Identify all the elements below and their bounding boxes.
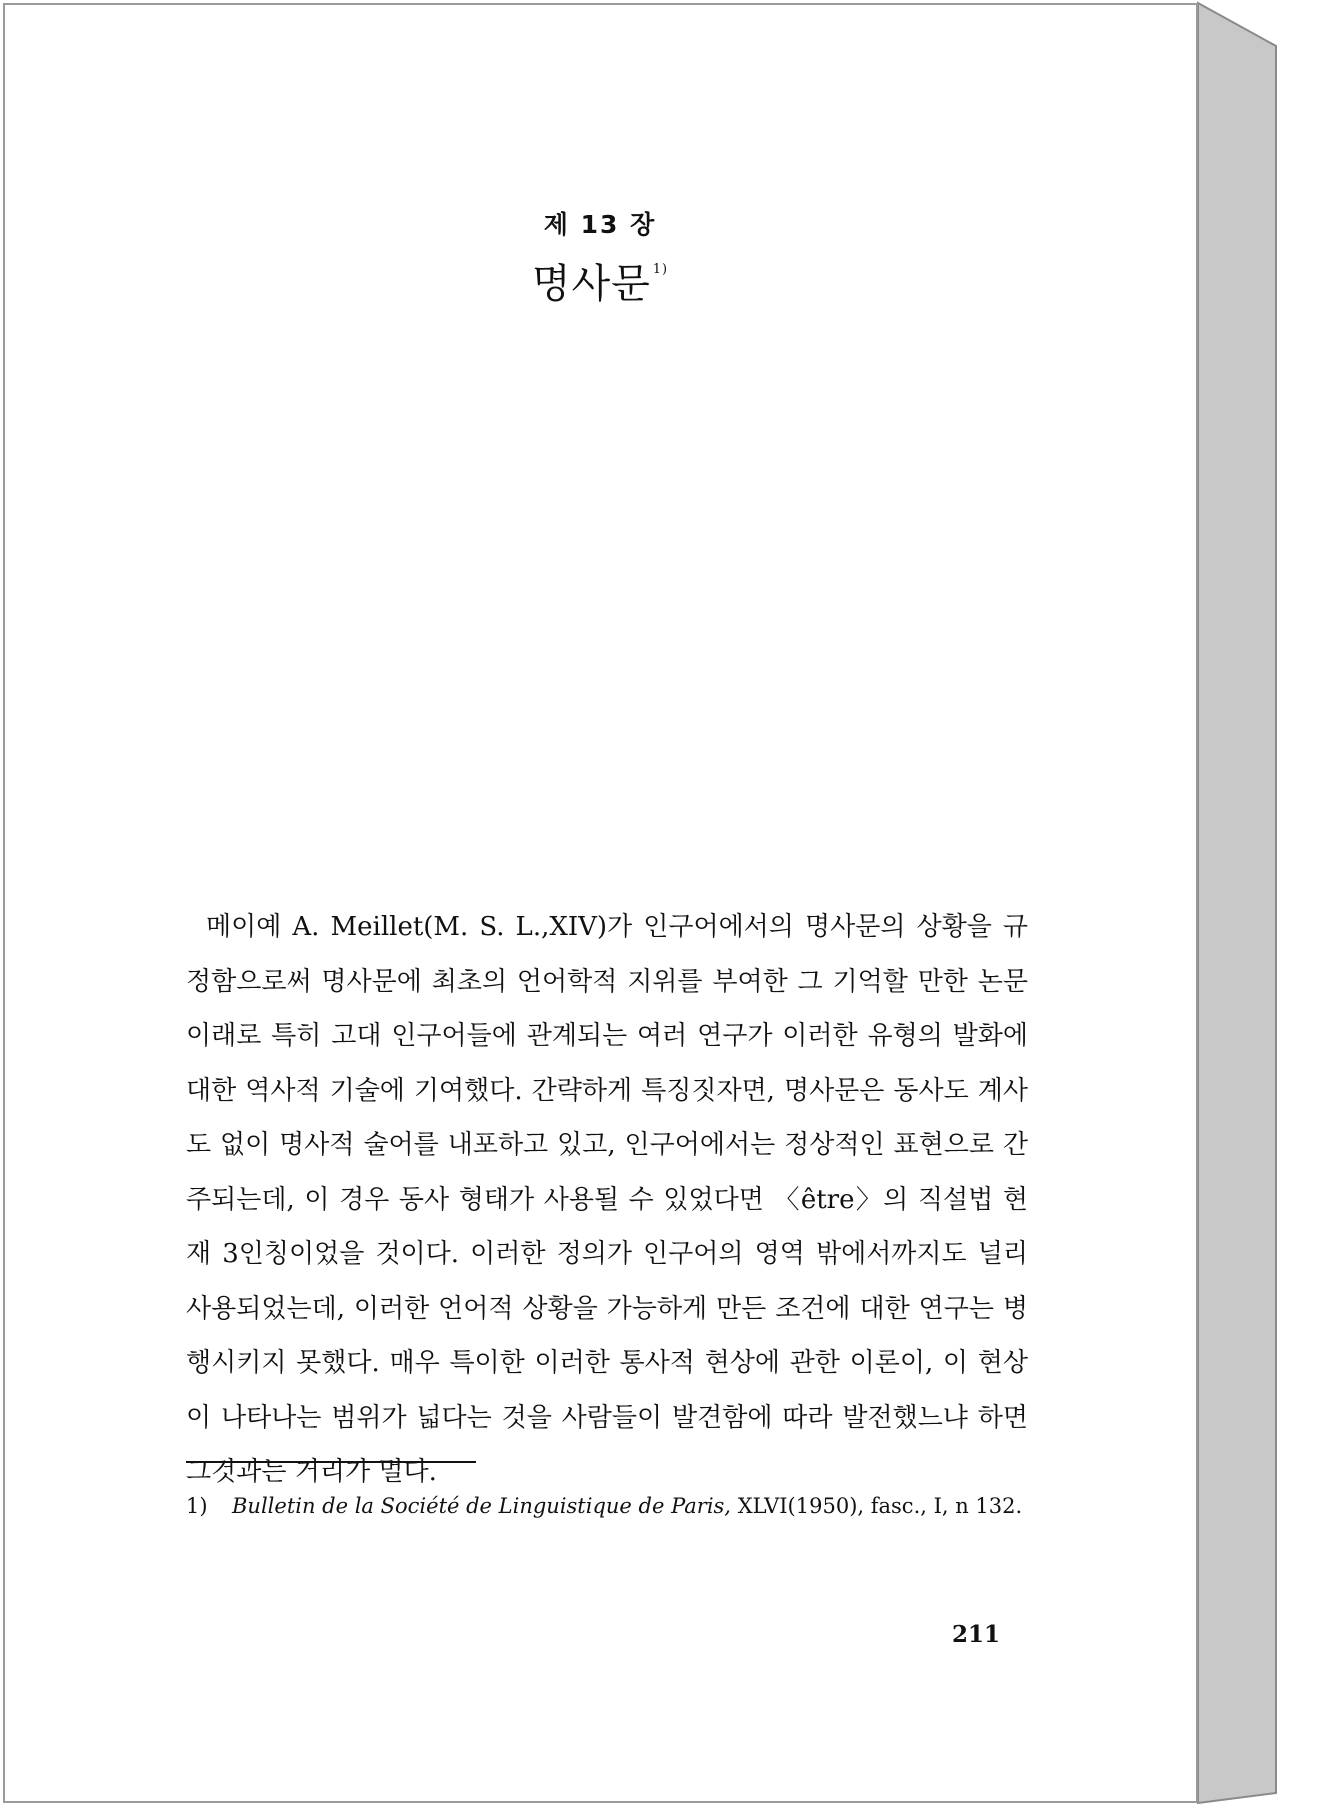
chapter-title: 명사문 xyxy=(531,261,651,307)
footnote-details: XLVI(1950), fasc., I, n 132. xyxy=(737,1494,1023,1518)
footnote-number: 1) xyxy=(186,1494,208,1518)
chapter-number: 제 13 장 xyxy=(543,210,657,239)
footnote-source-title: Bulletin de la Société de Linguistique de Paris, xyxy=(232,1494,731,1518)
body-paragraph: 메이예 A. Meillet(M. S. L.,XIV)가 인구어에서의 명사문의 상황을 규정함으로써 명사문에 최초의 언어학적 지위를 부여한 그 기억할 만한 논문 이래로 특히 고대 인구어들에 관계되는 여러 연구가 이러한 유형의 발화에 대한 역사적 기술에 기여했다. 간략하게 특징짓자면, 명사문은 동사도 계사도 없이 명사적 술어를 내포하고 있고, 인구어에서는 정상적인 표현으로 간주되는데, 이 경우 동사 형태가 사용될 수 있었다면 〈être〉의 직설법 현재 3인칭이었을 것이다. 이러한 정의가 인구어의 영역 밖에서까지도 널리 사용되었는데, 이러한 언어적 상황을 가능하게 만든 조건에 대한 연구는 병행시키지 못했다. 매우 특이한 이러한 통사적 현상에 관한 이론이, 이 현상이 나타나는 범위가 넓다는 것을 사람들이 발견함에 따라 발전했느냐 하면 그것과는 거리가 멀다. xyxy=(186,912,1028,1487)
footnote-divider xyxy=(186,1461,476,1463)
footnote-reference[interactable]: 1) xyxy=(652,261,669,277)
footnote xyxy=(186,1487,1032,1525)
chapter-title-block xyxy=(0,252,1200,309)
page-number: 211 xyxy=(951,1621,1000,1648)
